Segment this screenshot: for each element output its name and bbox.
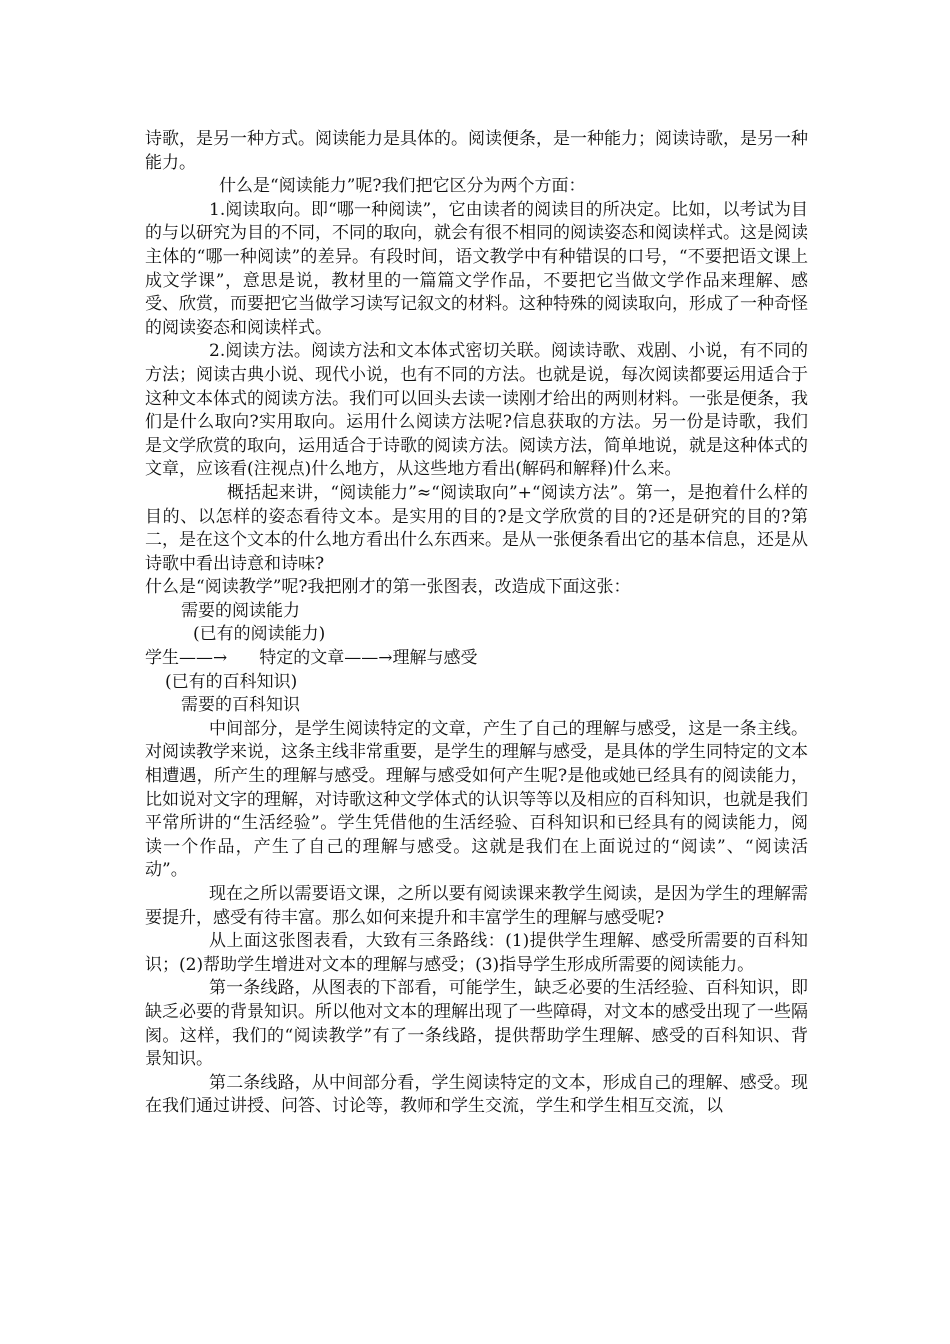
paragraph: 什么是“阅读能力”呢?我们把它区分为两个方面： [219, 176, 586, 197]
paragraph: 现在之所以需要语文课，之所以要有阅读课来教学生阅读，是因为学生的理解需要提升，感受有待丰富。那么如何来提升和丰富学生的理解与感受呢? [145, 884, 808, 928]
diagram-needed-knowledge: 需要的百科知识 [181, 695, 300, 716]
diagram-needed-ability: 需要的阅读能力 [181, 600, 300, 621]
paragraph: 2.阅读方法。阅读方法和文本体式密切关联。阅读诗歌、戏剧、小说，有不同的方法；阅读古典小说、现代小说，也有不同的方法。也就是说，每次阅读都要运用适合于这种文本体式的阅读方法。我们可以回头去读一读刚才给出的两则材料。一张是便条，我们是什么取向?实用取向。运用什么阅读方法呢?信息获取的方法。另一份是诗歌，我们是文学欣赏的取向，运用适合于诗歌的阅读方法。阅读方法，简单地说，就是这种体式的文章，应该看(注视点)什么地方，从这些地方看出(解码和解释)什么来。 [145, 341, 808, 480]
paragraph: 1.阅读取向。即“哪一种阅读”，它由读者的阅读目的所决定。比如，以考试为目的与以研究为目的不同，不同的取向，就会有很不相同的阅读姿态和阅读样式。这是阅读主体的“哪一种阅读”的差异。有段时间，语文教学中有种错误的口号，“不要把语文课上成文学课”，意思是说，教材里的一篇篇文学作品，不要把它当做文学作品来理解、感受、欣赏，而要把它当做学习读写记叙文的材料。这种特殊的阅读取向，形成了一种奇怪的阅读姿态和阅读样式。 [145, 199, 808, 338]
diagram-student: 学生——→ [145, 648, 228, 669]
paragraph: 第一条线路，从图表的下部看，可能学生，缺乏必要的生活经验、百科知识，即缺乏必要的背景知识。所以他对文本的理解出现了一些障碍，对文本的感受出现了一些隔阂。这样，我们的“阅读教学”有了一条线路，提供帮助学生理解、感受的百科知识、背景知识。 [145, 978, 808, 1070]
document-page [145, 128, 808, 1119]
diagram-main-line [145, 647, 808, 671]
paragraph: 中间部分，是学生阅读特定的文章，产生了自己的理解与感受，这是一条主线。对阅读教学来说，这条主线非常重要，是学生的理解与感受，是具体的学生同特定的文本相遭遇，所产生的理解与感受。理解与感受如何产生呢?是他或她已经具有的阅读能力，比如说对文字的理解，对诗歌这种文学体式的认识等等以及相应的百科知识，也就是我们平常所讲的“生活经验”。学生凭借他的生活经验、百科知识和已经具有的阅读能力，阅读一个作品，产生了自己的理解与感受。这就是我们在上面说过的“阅读”、“阅读活动”。 [145, 718, 808, 881]
diagram-text-understanding: 特定的文章——→理解与感受 [259, 648, 478, 669]
diagram-existing-ability: (已有的阅读能力) [193, 624, 326, 645]
diagram-existing-knowledge: (已有的百科知识) [165, 671, 298, 692]
paragraph: 从上面这张图表看，大致有三条路线：(1)提供学生理解、感受所需要的百科知识；(2)帮助学生增进对文本的理解与感受；(3)指导学生形成所需要的阅读能力。 [145, 931, 808, 975]
reading-teaching-diagram [145, 600, 808, 718]
paragraph: 诗歌，是另一种方式。阅读能力是具体的。阅读便条，是一种能力；阅读诗歌，是另一种能力。 [145, 129, 808, 173]
paragraph: 第二条线路，从中间部分看，学生阅读特定的文本，形成自己的理解、感受。现在我们通过讲授、问答、讨论等，教师和学生交流，学生和学生相互交流，以 [145, 1072, 808, 1117]
paragraph: 概括起来讲，“阅读能力”≈“阅读取向”+“阅读方法”。第一，是抱着什么样的目的、以怎样的姿态看待文本。是实用的目的?是文学欣赏的目的?还是研究的目的?第二，是在这个文本的什么地方看出什么东西来。是从一张便条看出它的基本信息，还是从诗歌中看出诗意和诗味? [145, 482, 808, 574]
paragraph: 什么是“阅读教学”呢?我把刚才的第一张图表，改造成下面这张： [145, 577, 631, 598]
